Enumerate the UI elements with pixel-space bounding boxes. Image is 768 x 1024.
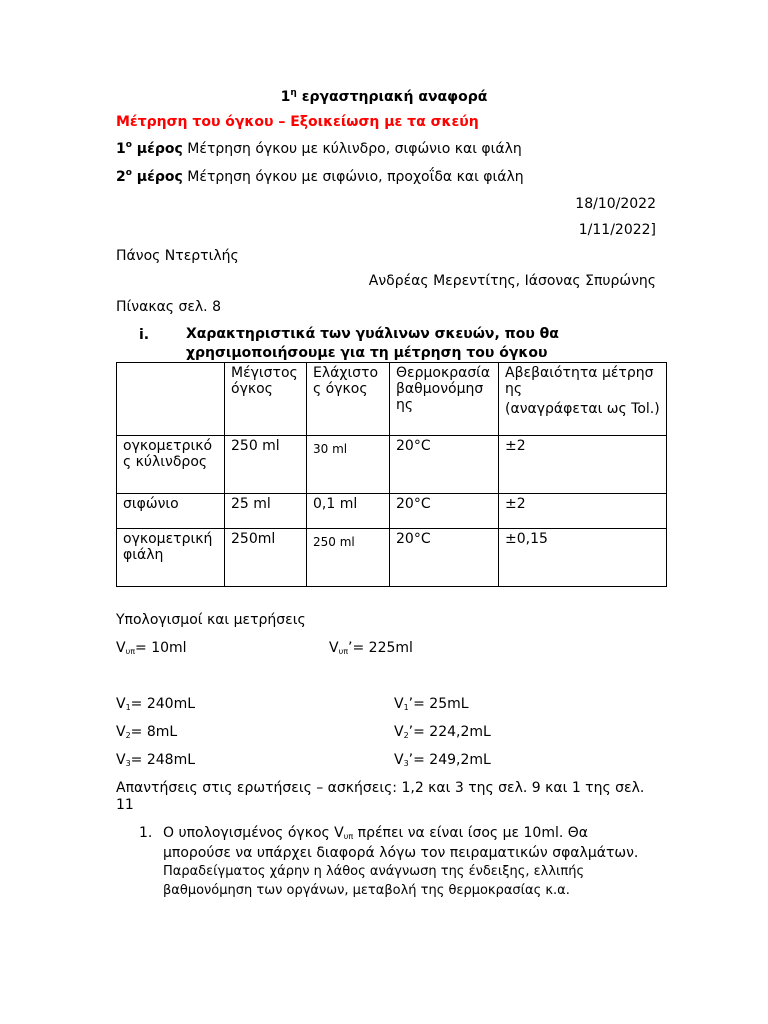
table-cell-max: 25 ml [225,494,307,529]
table-cell-min: 0,1 ml [307,494,390,529]
date-end: 1/11/2022] [578,222,656,238]
date-start: 18/10/2022 [575,196,656,212]
glassware-table [116,362,667,587]
answer-1-number: 1. [139,825,153,841]
v2-measurement: $V_2= 8mL$ [116,724,178,740]
table-header-calibration-temp: Θερμοκρασία βαθμονόμησ ης [390,363,499,436]
v3-measurement: $V_3= 248mL$ [116,752,196,768]
section-heading-line-2: χρησιμοποιήσουμε για τη μέτρηση του όγκου [186,345,548,361]
author-name: Πάνος Ντερτιλής [116,248,239,264]
part-2-line: $2^o$ μέρος Μέτρηση όγκου με σιφώνιο, προχοΐδα και φιάλη [116,168,524,185]
v-calculated: $V_{\upsilon\pi}= 10ml$ [116,640,187,656]
table-reference: Πίνακας σελ. 8 [116,299,221,315]
table-header-cell-empty [117,363,225,436]
partner-names: Ανδρέας Μερεντίτης, Ιάσονας Σπυρώνης [368,273,656,289]
table-cell-max: 250 ml [225,436,307,494]
table-cell-min: 250 ml [307,529,390,587]
table-cell-temp: 20°C [390,529,499,587]
table-row [117,494,667,529]
table-cell-instrument: σιφώνιο [117,494,225,529]
answers-intro-line-2: 11 [116,797,134,813]
table-cell-max: 250ml [225,529,307,587]
report-title: $1^\eta$ εργαστηριακή αναφορά [280,88,488,105]
v2-prime-measurement: $V_2’= 224,2mL$ [394,724,491,740]
table-cell-temp: 20°C [390,494,499,529]
report-subtitle: Μέτρηση του όγκου – Εξοικείωση με τα σκεύη [116,114,479,130]
uncertainty-note: (αναγράφεται ως Tol.) [505,401,660,417]
table-cell-instrument: ογκομετρική φιάλη [117,529,225,587]
calculations-heading: Υπολογισμοί και μετρήσεις [116,612,306,628]
answer-1-line-2: μπορούσε να υπάρχει διαφορά λόγω τον πειραματικών σφαλμάτων. [163,845,639,861]
table-header-min-volume: Ελάχιστο ς όγκος [307,363,390,436]
table-cell-tol: ±2 [499,494,667,529]
v1-prime-measurement: $V_1’= 25mL$ [394,696,469,712]
table-cell-tol: ±0,15 [499,529,667,587]
table-header-row [117,363,667,436]
section-heading-line-1: Χαρακτηριστικά των γυάλινων σκευών, που θα [186,326,559,342]
table-header-uncertainty [499,363,667,436]
part-1-line: $1^o$ μέρος Μέτρηση όγκου με κύλινδρο, σιφώνιο και φιάλη [116,140,522,157]
table-row [117,436,667,494]
answer-1-line-4: βαθμονόμηση των οργάνων, μεταβολή της θερμοκρασίας κ.α. [163,883,570,898]
section-numeral: i. [139,327,150,343]
uncertainty-label: Αβεβαιότητα μέτρησης [505,365,654,397]
table-header-max-volume: Μέγιστος όγκος [225,363,307,436]
answer-1-line-1: Ο υπολογισμένος όγκος $V_{\upsilon\pi}$ πρέπει να είναι ίσος με 10ml. Θα [163,825,589,841]
v3-prime-measurement: $V_3’= 249,2mL$ [394,752,491,768]
section-heading [186,325,626,363]
v1-measurement: $V_1= 240mL$ [116,696,196,712]
v-calculated-prime: $V_{\upsilon\pi}’= 225ml$ [329,640,413,656]
table-row [117,529,667,587]
table-cell-min: 30 ml [307,436,390,494]
table-cell-temp: 20°C [390,436,499,494]
answer-1-line-3: Παραδείγματος χάρην η λάθος ανάγνωση της ένδειξης, ελλιπής [163,864,585,879]
answers-intro-line-1: Απαντήσεις στις ερωτήσεις – ασκήσεις: 1,2 και 3 της σελ. 9 και 1 της σελ. [116,780,645,796]
table-cell-tol: ±2 [499,436,667,494]
table-cell-instrument: ογκομετρικό ς κύλινδρος [117,436,225,494]
